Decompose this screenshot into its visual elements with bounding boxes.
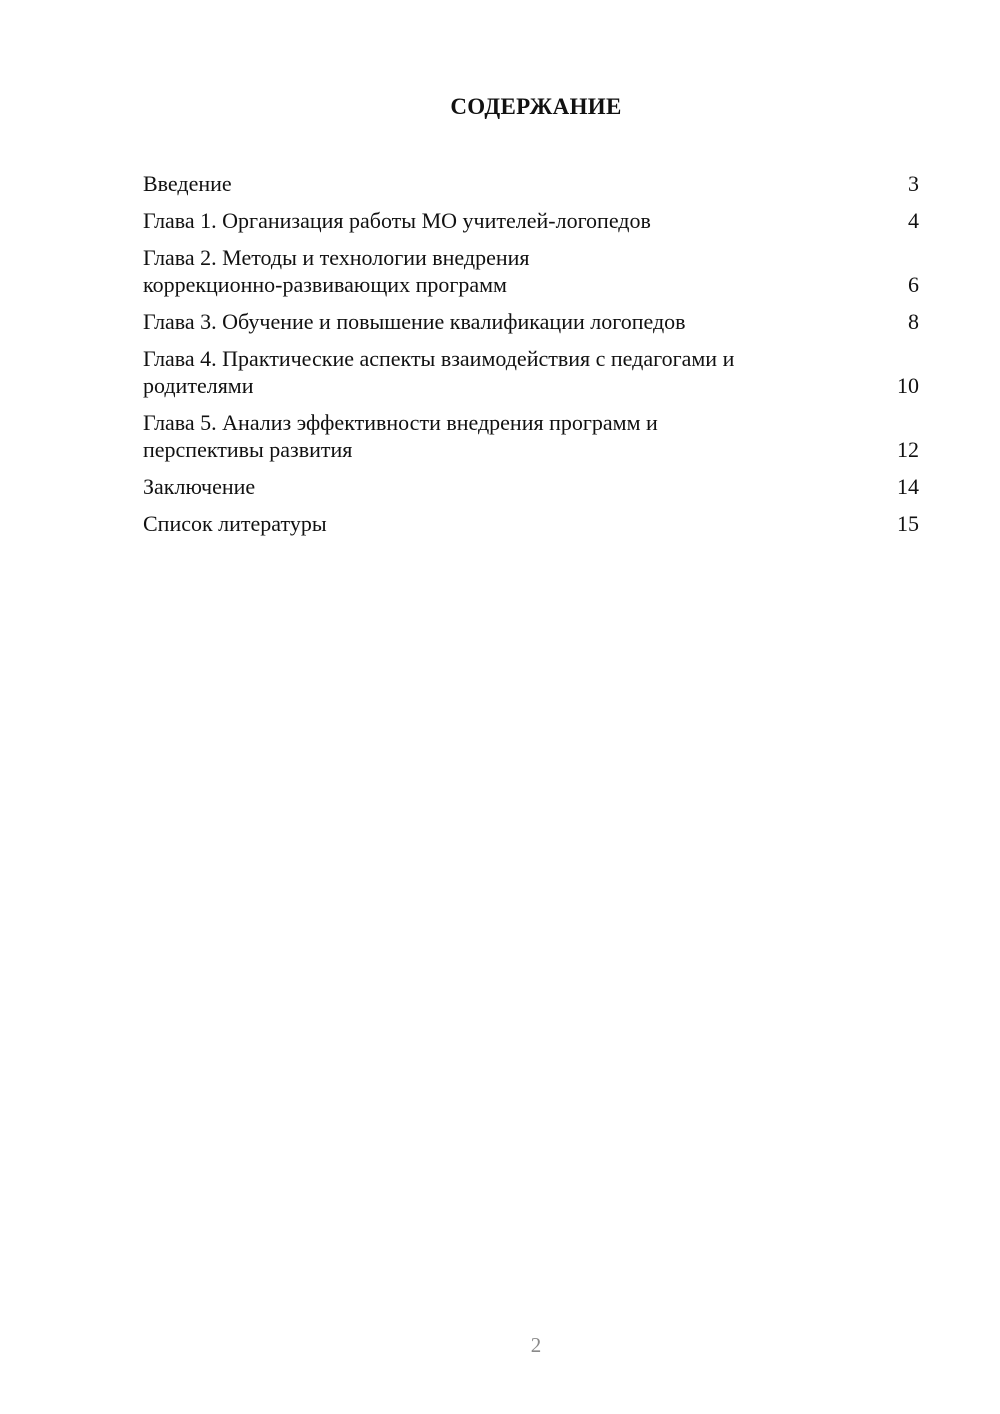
toc-entry-line: Глава 4. Практические аспекты взаимодействия с педагогами и: [143, 346, 735, 371]
toc-entry-title: [143, 473, 897, 500]
toc-entry-conclusion: [143, 473, 919, 500]
toc-entry-chapter-2: [143, 244, 919, 298]
toc-entry-page: 12: [897, 437, 919, 462]
toc-entry-title: [143, 170, 908, 197]
toc-entry-line: коррекционно-развивающих программ: [143, 272, 507, 297]
toc-entry-title: [143, 207, 908, 234]
toc-entry-chapter-4: [143, 345, 919, 399]
page-number: 2: [530, 1333, 542, 1357]
toc-entry-title: [143, 345, 897, 399]
toc-entry-line: Заключение: [143, 474, 256, 499]
toc-entry-references: [143, 510, 919, 537]
toc-entry-page: 14: [897, 474, 919, 499]
toc-entry-title: [143, 510, 897, 537]
toc-entry-line: перспективы развития: [143, 437, 353, 462]
toc-entry-line: Глава 1. Организация работы МО учителей-логопедов: [143, 208, 651, 233]
toc-entry-chapter-3: [143, 308, 919, 335]
toc-entry-line: Введение: [143, 171, 232, 196]
toc-entry-title: [143, 308, 908, 335]
toc-entry-line: Глава 3. Обучение и повышение квалификации логопедов: [143, 309, 686, 334]
toc-entry-line: Глава 5. Анализ эффективности внедрения программ и: [143, 410, 658, 435]
toc-entry-line: Глава 2. Методы и технологии внедрения: [143, 245, 530, 270]
toc-list: [143, 170, 919, 547]
toc-entry-introduction: [143, 170, 919, 197]
toc-entry-line: Список литературы: [143, 511, 327, 536]
toc-entry-chapter-1: [143, 207, 919, 234]
toc-entry-page: 15: [897, 511, 919, 536]
toc-entry-page: 10: [897, 373, 919, 398]
toc-entry-title: [143, 244, 908, 298]
toc-entry-page: 6: [908, 272, 919, 297]
toc-title: СОДЕРЖАНИЕ: [450, 94, 622, 119]
toc-entry-page: 3: [908, 171, 919, 196]
toc-entry-page: 8: [908, 309, 919, 334]
toc-entry-title: [143, 409, 897, 463]
toc-entry-line: родителями: [143, 373, 254, 398]
toc-entry-chapter-5: [143, 409, 919, 463]
toc-entry-page: 4: [908, 208, 919, 233]
